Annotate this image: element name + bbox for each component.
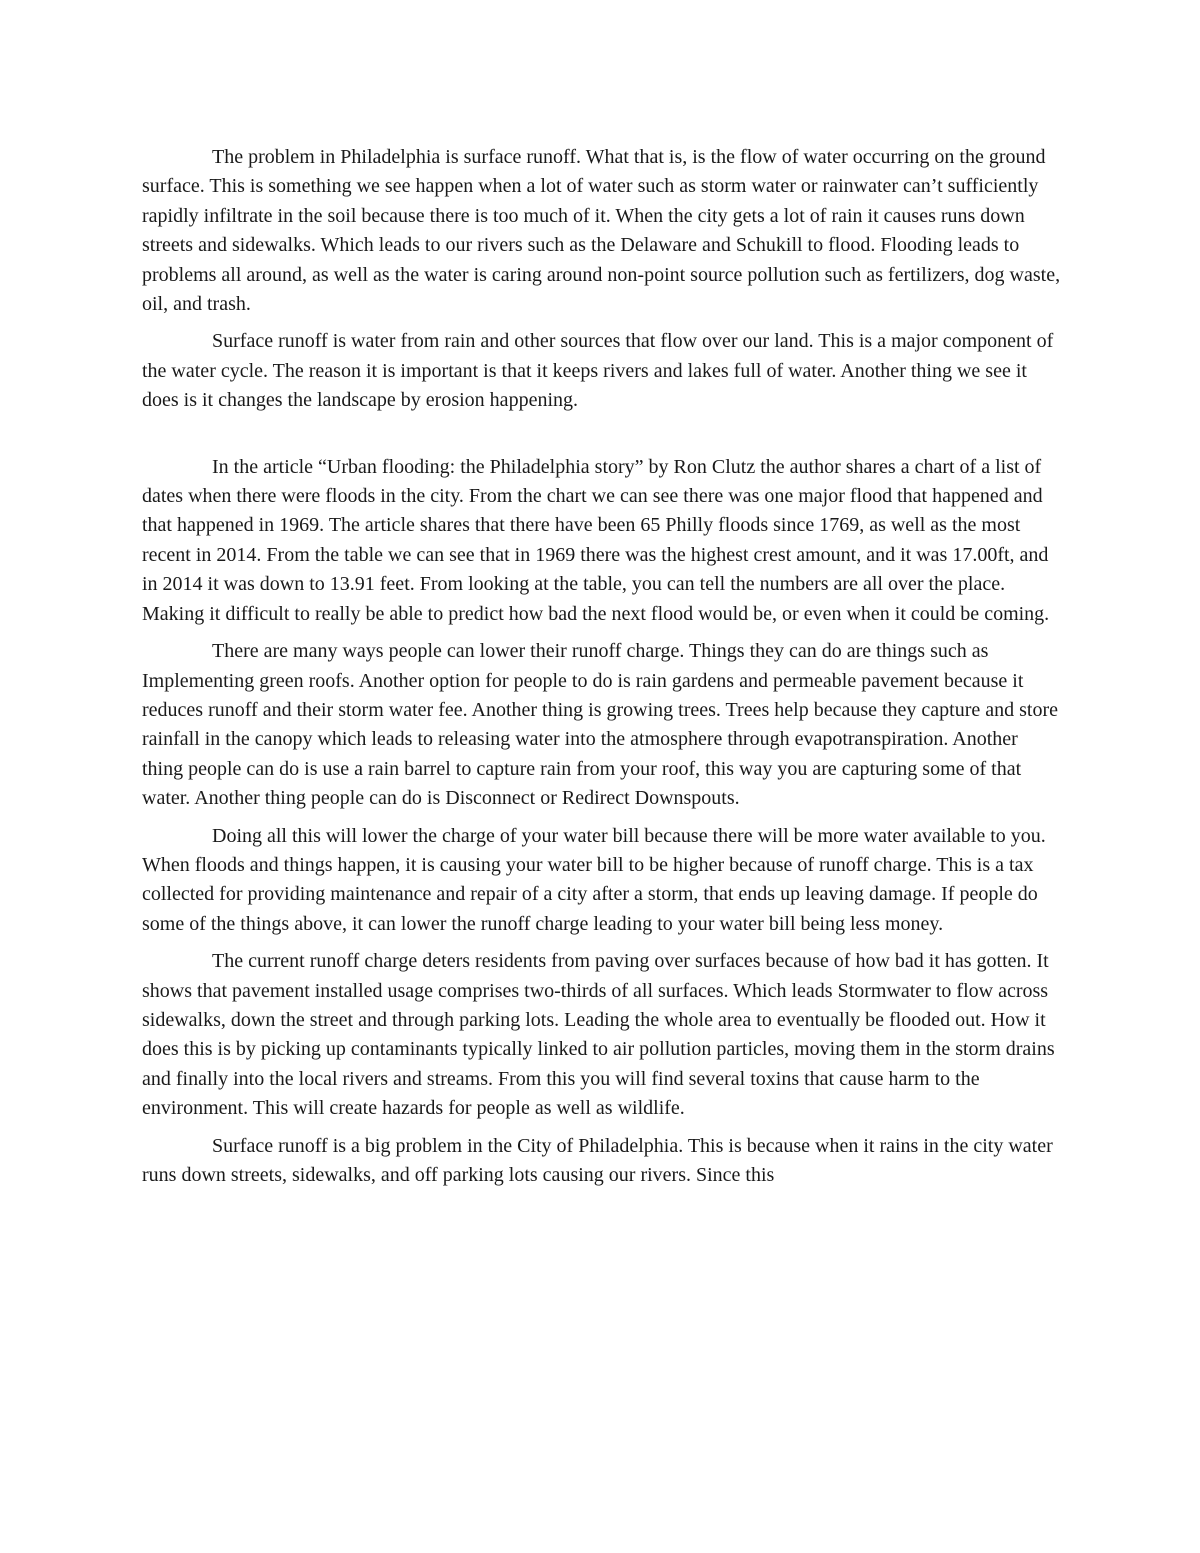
paragraph-3: In the article “Urban flooding: the Philadelphia story” by Ron Clutz the author shares a chart of a list of dates when there were floods in the city. From the chart we can see there was one major flood that happened and that happened in 1969. The article shares that there have been 65 Philly floods since 1769, as well as the most recent in 2014. From the table we can see that in 1969 there was the highest crest amount, and it was 17.00ft, and in 2014 it was down to 13.91 feet. From looking at the table, you can tell the numbers are all over the place. Making it difficult to really be able to predict how bad the next flood would be, or even when it could be coming. bbox=[142, 455, 1050, 625]
paragraph-6: The current runoff charge deters residents from paving over surfaces because of how bad it has gotten. It shows that pavement installed usage comprises two-thirds of all surfaces. Which leads Stormwater to flow across sidewalks, down the street and through parking lots. Leading the whole area to eventually be flooded out. How it does this is by picking up contaminants typically linked to air pollution particles, moving them in the storm drains and finally into the local rivers and streams. From this you will find several toxins that cause harm to the environment. This will create hazards for people as well as wildlife. bbox=[142, 950, 1055, 1120]
paragraph-5: Doing all this will lower the charge of your water bill because there will be more water available to you. When floods and things happen, it is causing your water bill to be higher because of runoff charge. This is a tax collected for providing maintenance and repair of a city after a storm, that ends up leaving damage. If people do some of the things above, it can lower the runoff charge leading to your water bill being less money. bbox=[142, 824, 1046, 935]
paragraph-1: The problem in Philadelphia is surface runoff. What that is, is the flow of water occurring on the ground surface. This is something we see happen when a lot of water such as storm water or rainwater can’t sufficiently rapidly infiltrate in the soil because there is too much of it. When the city gets a lot of rain it causes runs down streets and sidewalks. Which leads to our rivers such as the Delaware and Schukill to flood. Flooding leads to problems all around, as well as the water is caring around non-point source pollution such as fertilizers, dog waste, oil, and trash. bbox=[142, 146, 1061, 316]
document-body bbox=[142, 143, 1062, 1198]
paragraph-4: There are many ways people can lower their runoff charge. Things they can do are things such as Implementing green roofs. Another option for people to do is rain gardens and permeable pavement because it reduces runoff and their storm water fee. Another thing is growing trees. Trees help because they capture and store rainfall in the canopy which leads to releasing water into the atmosphere through evapotranspiration. Another thing people can do is use a rain barrel to capture rain from your roof, this way you are capturing some of that water. Another thing people can do is Disconnect or Redirect Downspouts. bbox=[142, 640, 1059, 810]
paragraph-7: Surface runoff is a big problem in the City of Philadelphia. This is because when it rains in the city water runs down streets, sidewalks, and off parking lots causing our rivers. Since this bbox=[142, 1134, 1053, 1186]
paragraph-2: Surface runoff is water from rain and other sources that flow over our land. This is a major component of the water cycle. The reason it is important is that it keeps rivers and lakes full of water. Another thing we see it does is it changes the landscape by erosion happening. bbox=[142, 330, 1054, 412]
